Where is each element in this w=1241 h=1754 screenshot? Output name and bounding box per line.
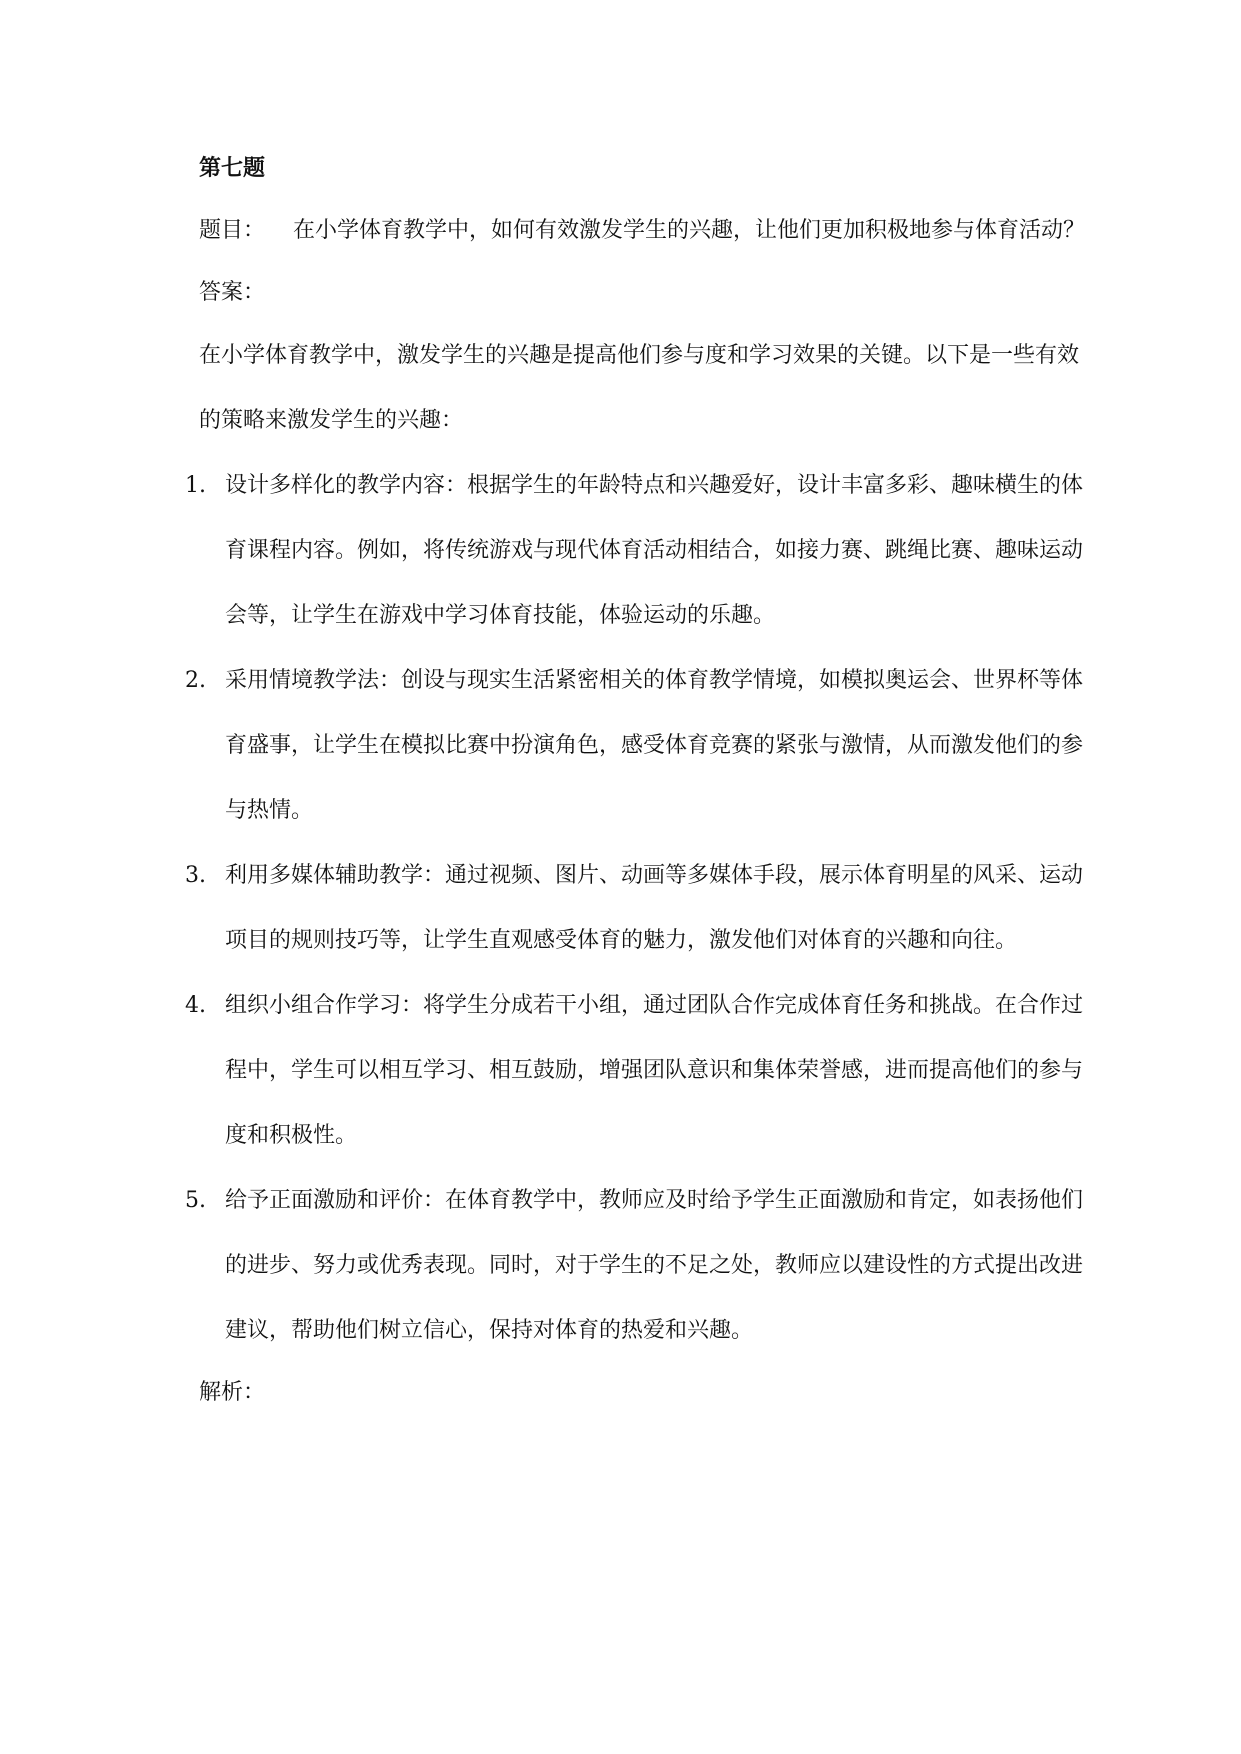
strategy-text: 给予正面激励和评价：在体育教学中，教师应及时给予学生正面激励和肯定，如表扬他们的进步、努力或优秀表现。同时，对于学生的不足之处，教师应以建设性的方式提出改进建议，帮助他们树立信心，保持对体育的热爱和兴趣。: [225, 1188, 1084, 1343]
document-content: [185, 138, 1089, 1423]
strategy-number: 2.: [185, 668, 206, 693]
strategy-number: 1.: [185, 473, 206, 498]
strategy-text: 组织小组合作学习：将学生分成若干小组，通过团队合作完成体育任务和挑战。在合作过程中，学生可以相互学习、相互鼓励，增强团队意识和集体荣誉感，进而提高他们的参与度和积极性。: [225, 993, 1084, 1148]
question-paragraph: [199, 198, 1089, 263]
strategy-item-4: [185, 973, 1089, 1168]
question-label: 题目：: [199, 218, 266, 243]
analysis-label: 解析：: [199, 1380, 266, 1405]
strategy-text: 设计多样化的教学内容：根据学生的年龄特点和兴趣爱好，设计丰富多彩、趣味横生的体育课程内容。例如，将传统游戏与现代体育活动相结合，如接力赛、跳绳比赛、趣味运动会等，让学生在游戏中学习体育技能，体验运动的乐趣。: [225, 473, 1084, 628]
answer-intro: 在小学体育教学中，激发学生的兴趣是提高他们参与度和学习效果的关键。以下是一些有效的策略来激发学生的兴趣：: [199, 343, 1080, 433]
strategy-number: 5.: [185, 1188, 206, 1213]
strategy-number: 3.: [185, 863, 206, 888]
strategy-item-1: [185, 453, 1089, 648]
question-text: 在小学体育教学中，如何有效激发学生的兴趣，让他们更加积极地参与体育活动？: [293, 218, 1086, 243]
strategy-number: 4.: [185, 993, 206, 1018]
strategy-text: 采用情境教学法：创设与现实生活紧密相关的体育教学情境，如模拟奥运会、世界杯等体育盛事，让学生在模拟比赛中扮演角色，感受体育竞赛的紧张与激情，从而激发他们的参与热情。: [225, 668, 1084, 823]
strategy-text: 利用多媒体辅助教学：通过视频、图片、动画等多媒体手段，展示体育明星的风采、运动项目的规则技巧等，让学生直观感受体育的魅力，激发他们对体育的兴趣和向往。: [225, 863, 1084, 953]
question-heading: 第七题: [199, 155, 266, 181]
strategy-item-2: [185, 648, 1089, 843]
strategy-item-3: [185, 843, 1089, 973]
answer-label: 答案：: [199, 280, 266, 305]
strategy-list: [185, 453, 1089, 1363]
strategy-item-5: [185, 1168, 1089, 1363]
